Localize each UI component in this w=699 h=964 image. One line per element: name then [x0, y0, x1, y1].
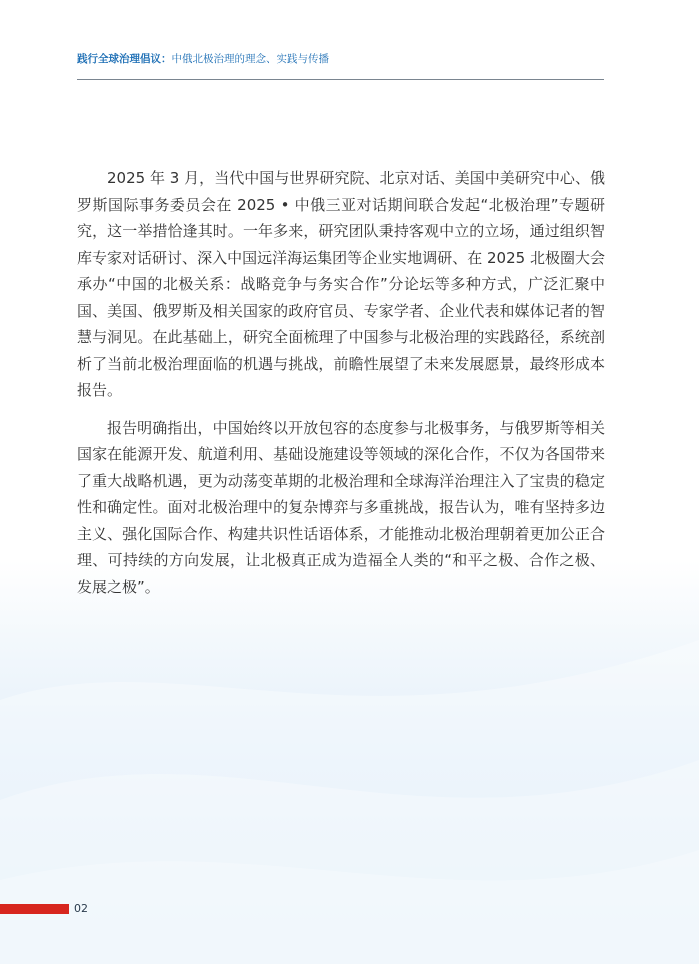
running-header: [77, 51, 604, 80]
header-title-subtitle: 中俄北极治理的理念、实践与传播: [171, 53, 329, 65]
body-text: [77, 165, 605, 611]
page-number: 02: [74, 902, 88, 915]
paragraph-2: 报告明确指出，中国始终以开放包容的态度参与北极事务，与俄罗斯等相关国家在能源开发、航道利用、基础设施建设等领域的深化合作，不仅为各国带来了重大战略机遇，更为动荡变革期的北极治理和全球海洋治理注入了宝贵的稳定性和确定性。面对北极治理中的复杂博弈与多重挑战，报告认为，唯有坚持多边主义、强化国际合作、构建共识性话语体系，才能推动北极治理朝着更加公正合理、可持续的方向发展，让北极真正成为造福全人类的“和平之极、合作之极、发展之极”。: [77, 418, 605, 596]
paragraph-1: 2025 年 3 月，当代中国与世界研究院、北京对话、美国中美研究中心、俄罗斯国际事务委员会在 2025 • 中俄三亚对话期间联合发起“北极治理”专题研究，这一举措恰逢其时。一年多来，研究团队秉持客观中立的立场，通过组织智库专家对话研讨、深入中国远洋海运集团等企业实地调研、在 2025 北极圈大会承办“中国的北极关系：战略竞争与务实合作”分论坛等多种方式，广泛汇聚中国、美国、俄罗斯及相关国家的政府官员、专家学者、企业代表和媒体记者的智慧与洞见。在此基础上，研究全面梳理了中国参与北极治理的实践路径，系统剖析了当前北极治理面临的机遇与挑战，前瞻性展望了未来发展愿景，最终形成本报告。: [77, 169, 605, 399]
header-title-bold: 践行全球治理倡议：: [77, 53, 172, 65]
footer-accent-bar: [0, 904, 69, 914]
header-title: [77, 51, 604, 67]
